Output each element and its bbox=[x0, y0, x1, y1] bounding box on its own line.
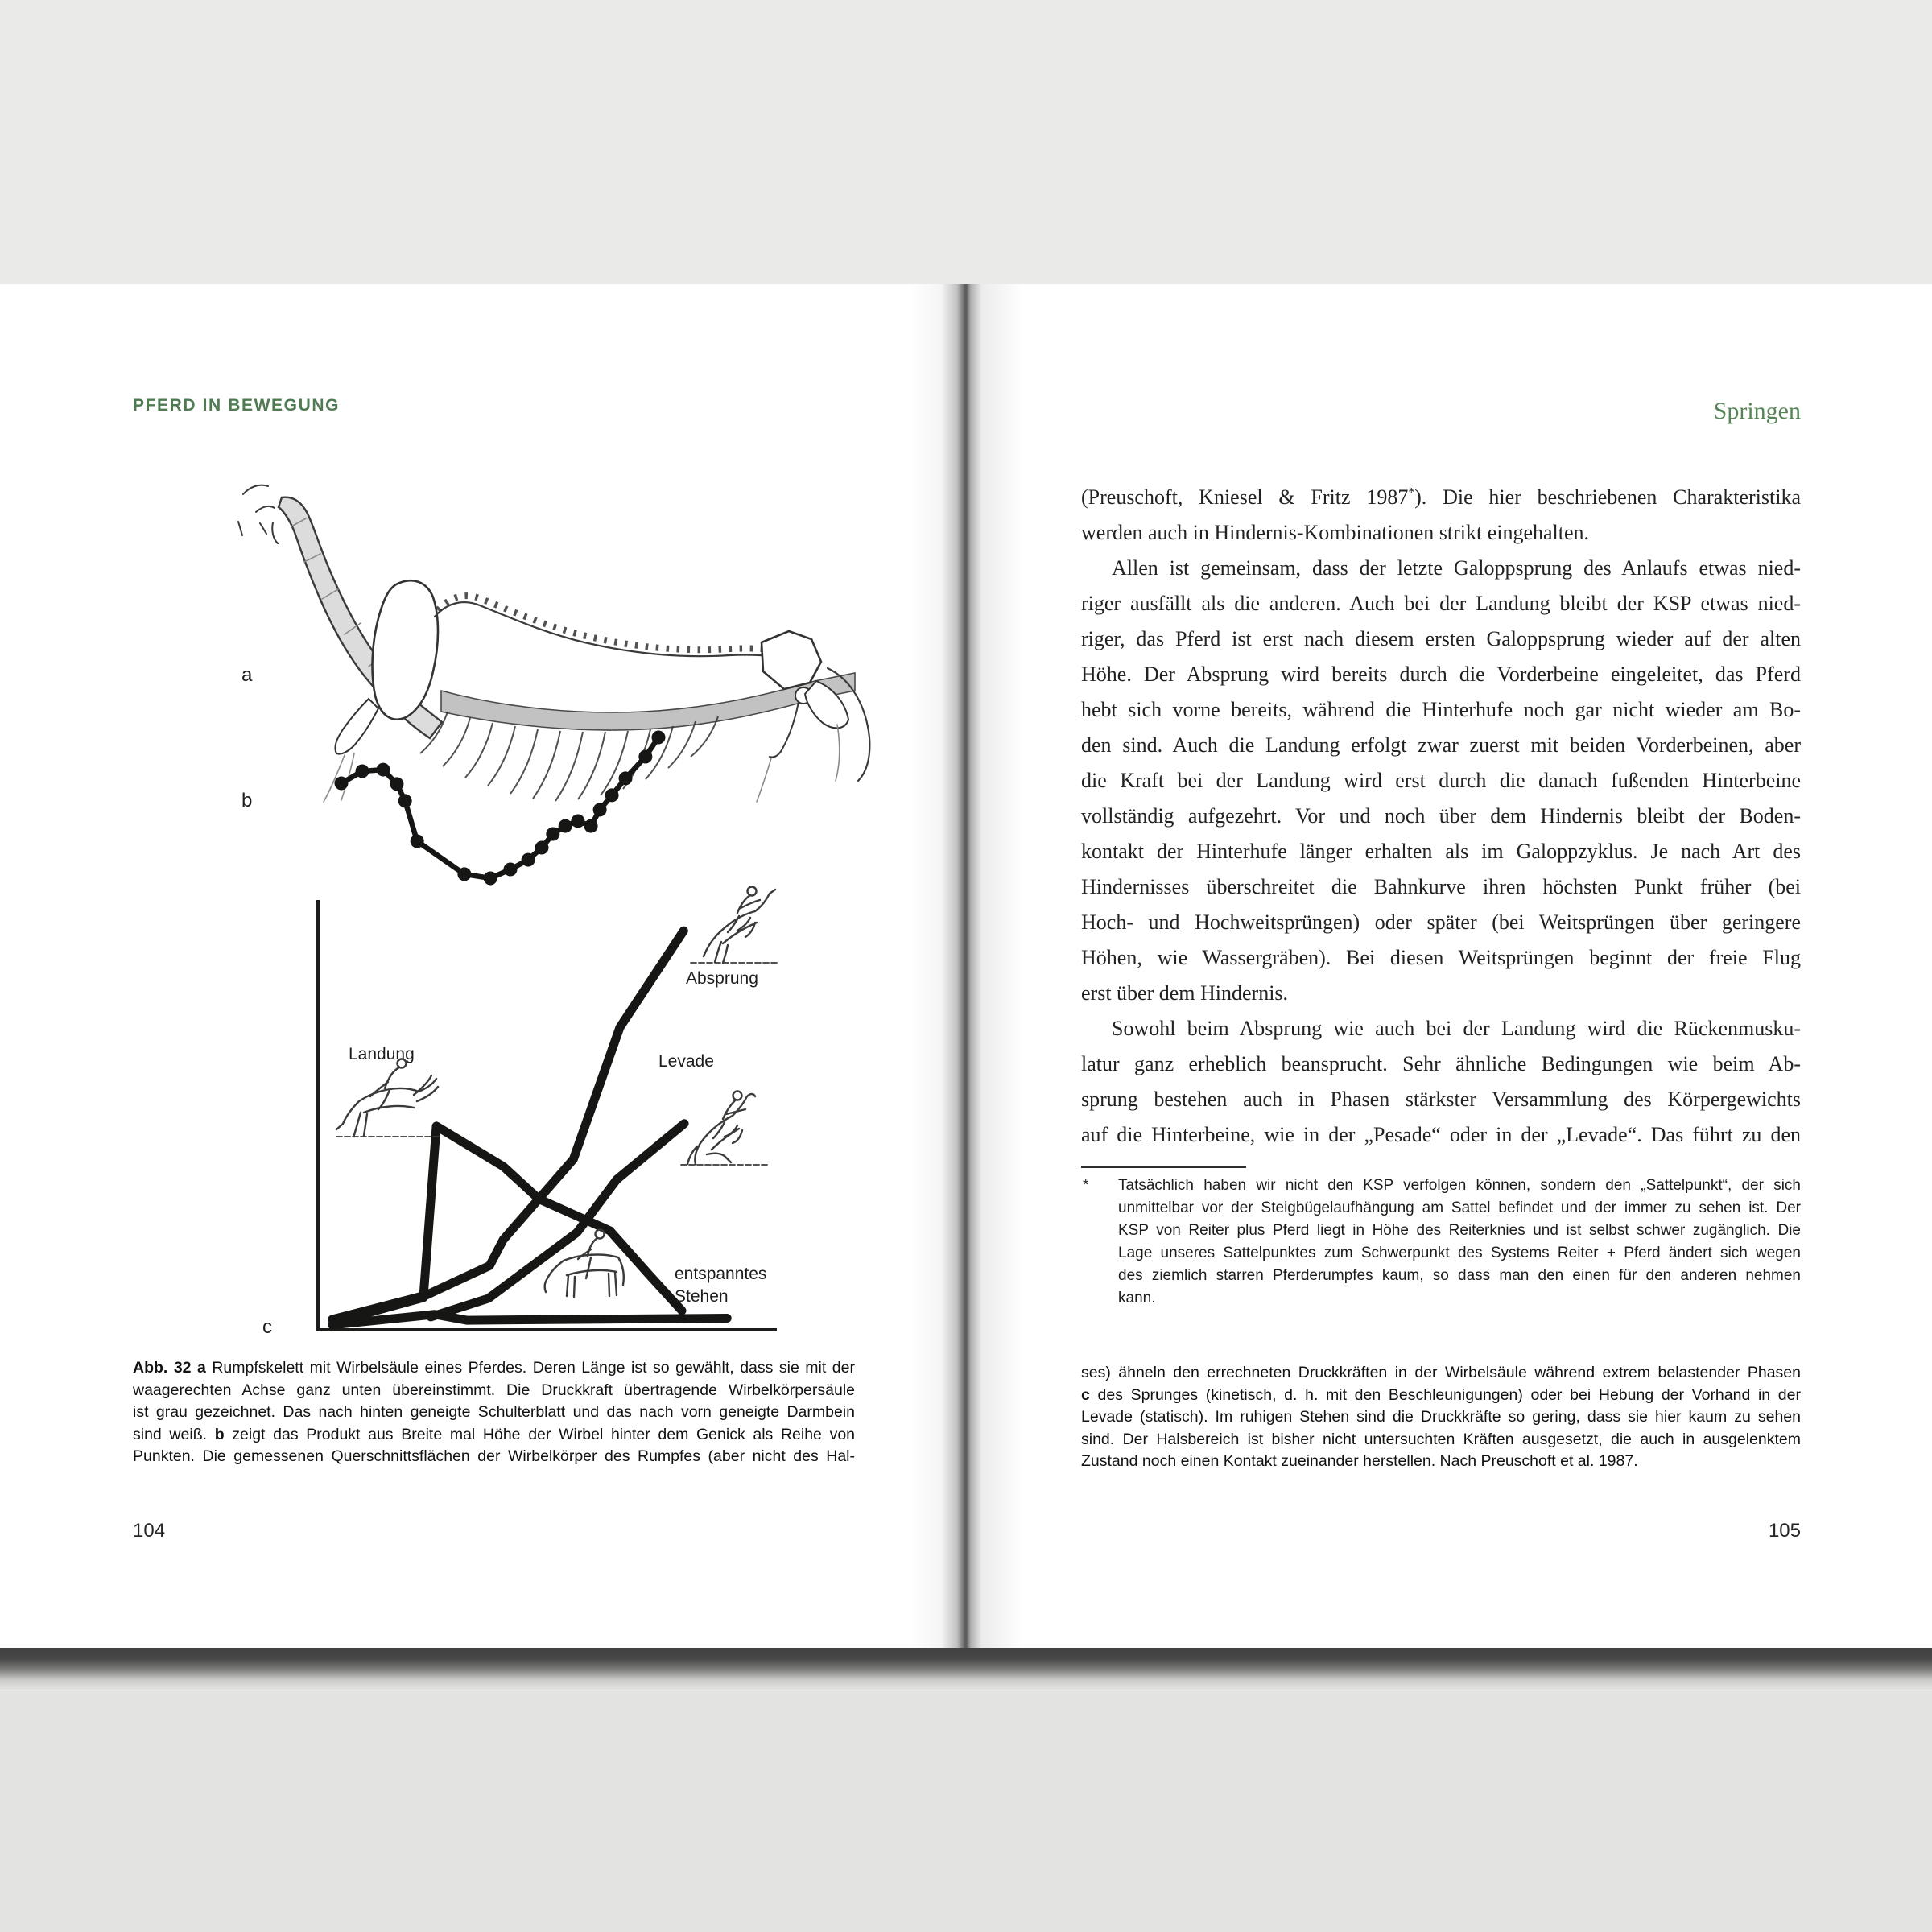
running-head-left: PFERD IN BEWEGUNG bbox=[133, 396, 341, 415]
takeoff-horse-sketch bbox=[691, 887, 778, 964]
footnote-marker: * bbox=[1083, 1177, 1089, 1194]
figure-part-label-b: b bbox=[242, 790, 253, 811]
chart-label-stehen-2: Stehen bbox=[675, 1287, 729, 1306]
chart-label-stehen-1: entspanntes bbox=[675, 1265, 767, 1283]
footnote: * Tatsächlich haben wir nicht den KSP verfolgen können, sondern den „Sattelpunkt“, der sich unmittelbar vor der Steigbügelaufhängung am Sattel befindet und der immer zu sehen ist. Der KSP von Reiter plus Pferd liegt in Höhe des Reiterknies und ist selbst schwer zugänglich. Die Lage unseres Sattelpunktes zum Schwerpunkt des Systems Reiter + Pferd ändert sich wegen des ziemlich starren Pferderumpfes kaum, so dass man den einen für den anderen nehmen kann. bbox=[1081, 1174, 1801, 1310]
ilium-bone bbox=[762, 631, 821, 689]
chart-label-absprung: Absprung bbox=[686, 969, 758, 988]
background-bottom bbox=[0, 1690, 1932, 1932]
page-number-right: 105 bbox=[1768, 1520, 1801, 1542]
figure-part-label-a: a bbox=[242, 664, 253, 686]
chart-label-landung: Landung bbox=[349, 1045, 415, 1063]
skeleton-sketch bbox=[238, 485, 869, 802]
running-head-right: Springen bbox=[1713, 398, 1801, 424]
body-text: (Preuschoft, Kniesel & Fritz 1987*). Die hier beschriebenen Charakteristika werden auch in Hindernis-Kombinationen strikt eingehalten. Allen ist gemeinsam, dass der letzte Galoppsprung des Anlaufs etwas nied- riger ausfällt als die anderen. Auch bei der Landung bleibt der KSP etwas nied- riger, das Pferd ist erst nach diesem ersten Galoppsprung wieder auf der alten Höhe. Der Absprung wird bereits durch die Vorderbeine eingeleitet, das Pferd hebt sich vorne bereits, während die Hinterhufe noch gar nicht wieder am Bo- den sind. Auch die Landung erfolgt zwar zuerst mit beiden Vorderbeinen, aber die Kraft bei der Landung wird erst durch die danach fußenden Hinterbeine vollständig aufgezehrt. Vor und noch über dem Hindernis bleibt der Boden- kontakt der Hinterhufe länger erhalten als im Galoppzyklus. Je nach Art des Hindernisses überschreitet die Bahnkurve ihren höchsten Punkt früher (bei Hoch- und Hochweitsprüngen) oder später (bei Weitsprüngen über geringere Höhen, wie Wassergräben). Bei diesen Weitsprüngen beginnt der freie Flug erst über dem Hindernis. Sowohl beim Absprung wie auch bei der Landung wird die Rückenmusku- latur ganz erheblich beansprucht. Sehr ähnliche Bedingungen wie beim Ab- sprung bestehen auch in Phasen stärkster Versammlung des Körpergewichts auf die Hinterbeine, wie in der „Pesade“ oder in der „Levade“. Das führt zu den bbox=[1081, 485, 1801, 1146]
levade-horse-sketch bbox=[681, 1092, 770, 1166]
scapula-bone bbox=[373, 580, 438, 719]
footnote-rule bbox=[1081, 1166, 1246, 1168]
spine-back-line bbox=[435, 602, 807, 663]
standing-horse-sketch bbox=[545, 1230, 624, 1298]
spinous-processes bbox=[438, 596, 807, 657]
figure-abb-32 bbox=[193, 463, 950, 1356]
book-bottom-edge bbox=[0, 1648, 1932, 1690]
figure-part-label-c: c bbox=[262, 1316, 272, 1338]
humerus-bone bbox=[335, 699, 378, 754]
pressure-force-curves bbox=[332, 931, 727, 1325]
vertebra-product-dot-curve bbox=[335, 731, 666, 886]
page-number-left: 104 bbox=[133, 1520, 166, 1542]
landing-horse-sketch bbox=[336, 1059, 440, 1137]
chart-label-levade: Levade bbox=[658, 1052, 714, 1071]
figure-caption-left: Abb. 32 a Rumpfskelett mit Wirbelsäule eines Pferdes. Deren Länge ist so gewählt, dass sie mit der waagerechten Achse ganz unten übereinstimmt. Die Druckkraft übertragende Wirbelkörpersäule ist grau gezeichnet. Das nach hinten geneigte Schulterblatt und das nach vorn geneigte Darmbein sind weiß. b zeigt das Produkt aus Breite mal Höhe der Wirbel hinter dem Genick als Reihe von Punkten. Die gemessenen Querschnittsflächen der Wirbelkörper des Rumpfes (aber nicht des Hal- bbox=[133, 1359, 856, 1465]
figure-caption-continuation: ses) ähneln den errechneten Druckkräften in der Wirbelsäule während extrem belastender Phasen c des Sprunges (kinetisch, d. h. mit den Beschleunigungen) oder bei Hebung der Vorhand in der Levade (statisch). Im ruhigen Stehen sind die Druckkräfte so gering, dass sie hier kaum zu sehen sind. Der Halsbereich ist bisher nicht untersuchten Kräften ausgesetzt, die auch in ausgelenktem Zustand noch einen Kontakt zueinander herstellen. Nach Preuschoft et al. 1987. bbox=[1081, 1364, 1801, 1470]
